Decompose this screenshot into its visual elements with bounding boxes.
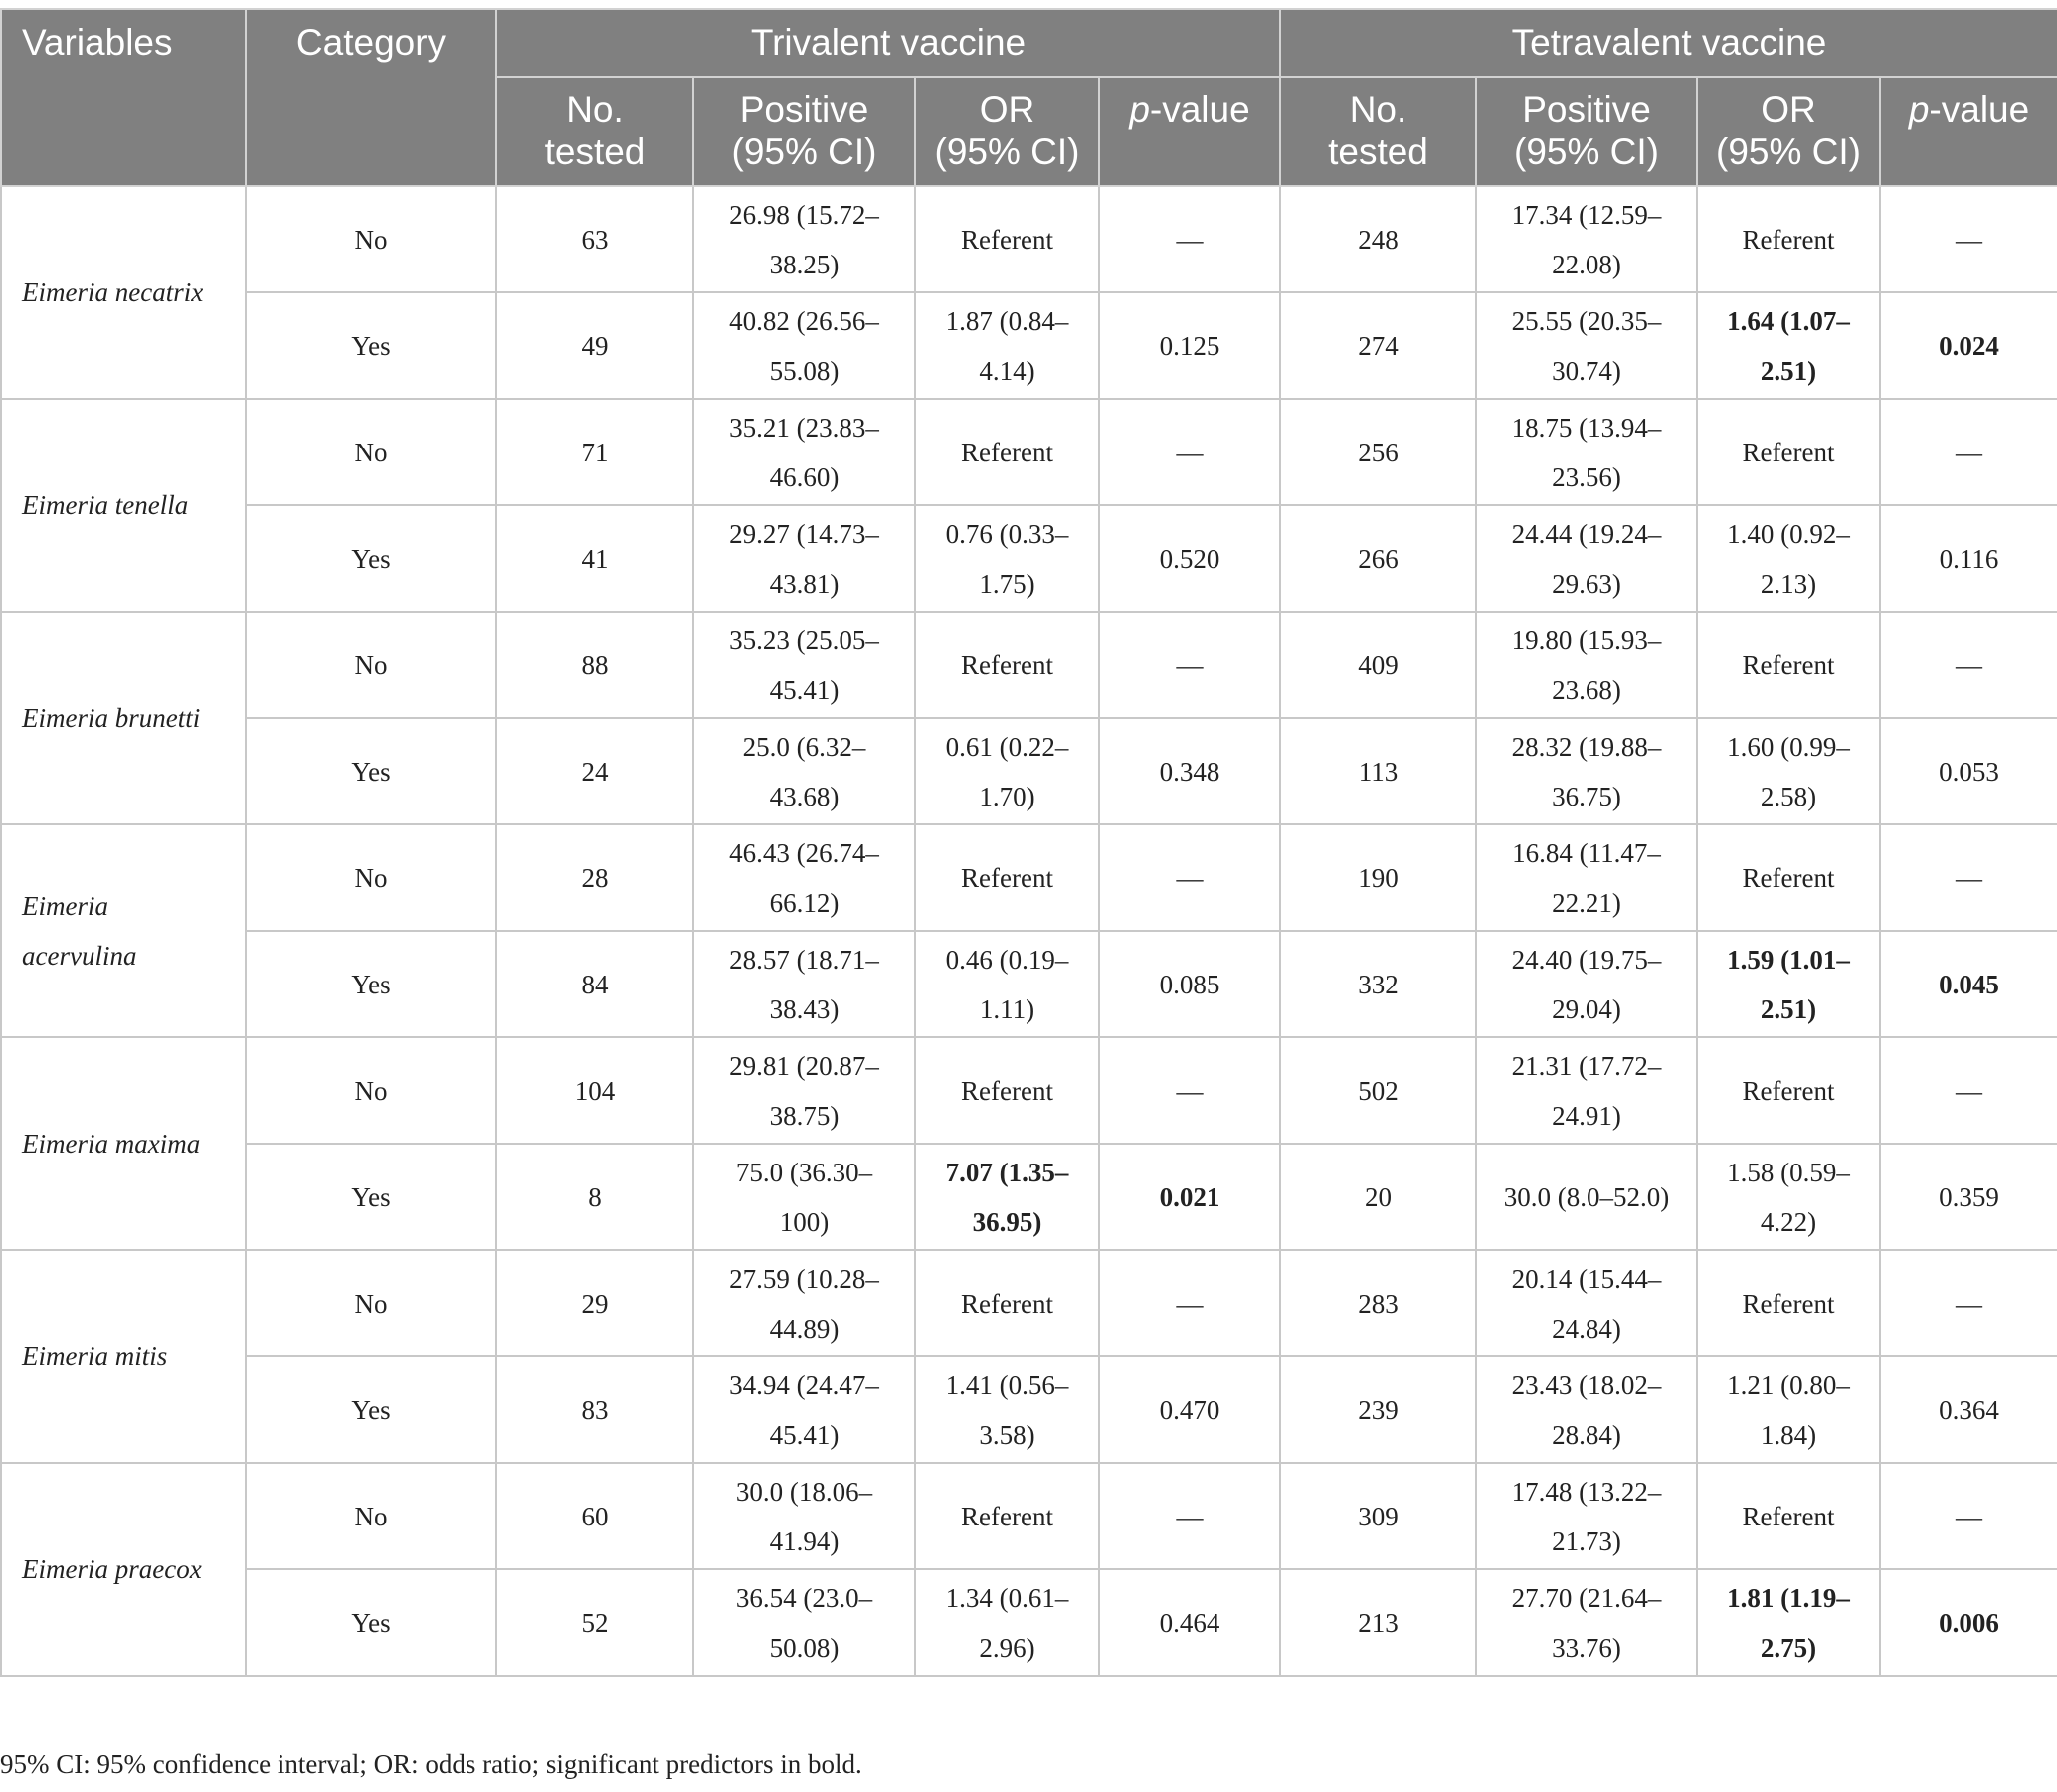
tetravalent-positive: 16.84 (11.47– 22.21)	[1476, 824, 1697, 931]
trivalent-or: Referent	[915, 1250, 1099, 1356]
trivalent-positive: 36.54 (23.0– 50.08)	[693, 1569, 915, 1676]
tetravalent-no-tested: 274	[1280, 292, 1476, 399]
table-row	[1, 931, 2057, 1037]
variable-name: Eimeria necatrix	[1, 186, 246, 399]
tetravalent-or: 1.59 (1.01– 2.51)	[1697, 931, 1880, 1037]
trivalent-p-value: 0.464	[1099, 1569, 1280, 1676]
trivalent-p-value: —	[1099, 824, 1280, 931]
table-row	[1, 186, 2057, 292]
tetravalent-no-tested: 256	[1280, 399, 1476, 505]
tetravalent-p-value: 0.024	[1880, 292, 2057, 399]
tetravalent-no-tested: 239	[1280, 1356, 1476, 1463]
trivalent-positive: 30.0 (18.06– 41.94)	[693, 1463, 915, 1569]
trivalent-or: 0.46 (0.19– 1.11)	[915, 931, 1099, 1037]
tetravalent-no-tested: 190	[1280, 824, 1476, 931]
category-cell: No	[246, 1250, 496, 1356]
tetravalent-or: Referent	[1697, 824, 1880, 931]
header-or: OR (95% CI)	[1697, 77, 1880, 186]
table-row	[1, 505, 2057, 612]
tetravalent-positive: 19.80 (15.93– 23.68)	[1476, 612, 1697, 718]
tetravalent-positive: 24.44 (19.24– 29.63)	[1476, 505, 1697, 612]
trivalent-no-tested: 41	[496, 505, 693, 612]
trivalent-p-value: —	[1099, 1037, 1280, 1144]
trivalent-or: 1.34 (0.61– 2.96)	[915, 1569, 1099, 1676]
header-no-tested: No. tested	[496, 77, 693, 186]
tetravalent-p-value: —	[1880, 824, 2057, 931]
tetravalent-positive: 17.34 (12.59– 22.08)	[1476, 186, 1697, 292]
header-category: Category	[246, 9, 496, 186]
results-table	[0, 8, 2057, 1677]
table-row	[1, 292, 2057, 399]
trivalent-or: 7.07 (1.35– 36.95)	[915, 1144, 1099, 1250]
tetravalent-p-value: 0.053	[1880, 718, 2057, 824]
trivalent-p-value: 0.520	[1099, 505, 1280, 612]
trivalent-positive: 46.43 (26.74– 66.12)	[693, 824, 915, 931]
trivalent-or: Referent	[915, 1037, 1099, 1144]
trivalent-no-tested: 24	[496, 718, 693, 824]
category-cell: No	[246, 399, 496, 505]
tetravalent-positive: 30.0 (8.0–52.0)	[1476, 1144, 1697, 1250]
tetravalent-or: Referent	[1697, 1463, 1880, 1569]
tetravalent-or: 1.60 (0.99– 2.58)	[1697, 718, 1880, 824]
header-trivalent-vaccine: Trivalent vaccine	[496, 9, 1280, 77]
table-row	[1, 1356, 2057, 1463]
tetravalent-or: Referent	[1697, 186, 1880, 292]
tetravalent-p-value: —	[1880, 399, 2057, 505]
trivalent-no-tested: 83	[496, 1356, 693, 1463]
category-cell: No	[246, 186, 496, 292]
header-positive: Positive (95% CI)	[1476, 77, 1697, 186]
header-p-value: p-value	[1099, 77, 1280, 186]
category-cell: Yes	[246, 1356, 496, 1463]
trivalent-no-tested: 29	[496, 1250, 693, 1356]
table-row	[1, 1250, 2057, 1356]
trivalent-positive: 27.59 (10.28– 44.89)	[693, 1250, 915, 1356]
tetravalent-positive: 21.31 (17.72– 24.91)	[1476, 1037, 1697, 1144]
trivalent-p-value: —	[1099, 1463, 1280, 1569]
table-body	[1, 186, 2057, 1676]
tetravalent-no-tested: 248	[1280, 186, 1476, 292]
tetravalent-no-tested: 20	[1280, 1144, 1476, 1250]
variable-name: Eimeria acervulina	[1, 824, 246, 1037]
trivalent-positive: 75.0 (36.30– 100)	[693, 1144, 915, 1250]
trivalent-or: 0.76 (0.33– 1.75)	[915, 505, 1099, 612]
trivalent-no-tested: 63	[496, 186, 693, 292]
tetravalent-positive: 20.14 (15.44– 24.84)	[1476, 1250, 1697, 1356]
tetravalent-or: Referent	[1697, 1037, 1880, 1144]
tetravalent-or: 1.81 (1.19– 2.75)	[1697, 1569, 1880, 1676]
trivalent-p-value: 0.125	[1099, 292, 1280, 399]
category-cell: Yes	[246, 505, 496, 612]
category-cell: Yes	[246, 931, 496, 1037]
trivalent-positive: 29.27 (14.73– 43.81)	[693, 505, 915, 612]
trivalent-positive: 35.21 (23.83– 46.60)	[693, 399, 915, 505]
tetravalent-no-tested: 113	[1280, 718, 1476, 824]
trivalent-or: Referent	[915, 612, 1099, 718]
tetravalent-positive: 23.43 (18.02– 28.84)	[1476, 1356, 1697, 1463]
tetravalent-no-tested: 502	[1280, 1037, 1476, 1144]
variable-name: Eimeria praecox	[1, 1463, 246, 1676]
trivalent-or: Referent	[915, 824, 1099, 931]
tetravalent-no-tested: 332	[1280, 931, 1476, 1037]
tetravalent-or: Referent	[1697, 612, 1880, 718]
trivalent-or: 0.61 (0.22– 1.70)	[915, 718, 1099, 824]
category-cell: Yes	[246, 718, 496, 824]
table-footnote: 95% CI: 95% confidence interval; OR: odds ratio; significant predictors in bold.	[0, 1749, 862, 1779]
tetravalent-positive: 28.32 (19.88– 36.75)	[1476, 718, 1697, 824]
trivalent-p-value: 0.348	[1099, 718, 1280, 824]
trivalent-p-value: —	[1099, 612, 1280, 718]
table-row	[1, 824, 2057, 931]
tetravalent-positive: 18.75 (13.94– 23.56)	[1476, 399, 1697, 505]
table-row	[1, 612, 2057, 718]
tetravalent-p-value: 0.006	[1880, 1569, 2057, 1676]
trivalent-p-value: 0.021	[1099, 1144, 1280, 1250]
table-row	[1, 718, 2057, 824]
header-tetravalent-vaccine: Tetravalent vaccine	[1280, 9, 2057, 77]
trivalent-or: 1.41 (0.56– 3.58)	[915, 1356, 1099, 1463]
tetravalent-no-tested: 213	[1280, 1569, 1476, 1676]
table-row	[1, 1569, 2057, 1676]
tetravalent-no-tested: 409	[1280, 612, 1476, 718]
category-cell: No	[246, 612, 496, 718]
trivalent-p-value: 0.085	[1099, 931, 1280, 1037]
header-no-tested: No. tested	[1280, 77, 1476, 186]
table-row	[1, 399, 2057, 505]
variable-name: Eimeria brunetti	[1, 612, 246, 824]
trivalent-positive: 35.23 (25.05– 45.41)	[693, 612, 915, 718]
tetravalent-no-tested: 283	[1280, 1250, 1476, 1356]
trivalent-no-tested: 52	[496, 1569, 693, 1676]
tetravalent-or: Referent	[1697, 1250, 1880, 1356]
category-cell: No	[246, 824, 496, 931]
tetravalent-p-value: —	[1880, 1250, 2057, 1356]
trivalent-or: Referent	[915, 186, 1099, 292]
tetravalent-p-value: —	[1880, 186, 2057, 292]
trivalent-no-tested: 28	[496, 824, 693, 931]
tetravalent-no-tested: 266	[1280, 505, 1476, 612]
tetravalent-positive: 27.70 (21.64– 33.76)	[1476, 1569, 1697, 1676]
category-cell: No	[246, 1463, 496, 1569]
trivalent-no-tested: 88	[496, 612, 693, 718]
table-row	[1, 1144, 2057, 1250]
tetravalent-p-value: 0.045	[1880, 931, 2057, 1037]
header-positive: Positive (95% CI)	[693, 77, 915, 186]
tetravalent-or: 1.21 (0.80– 1.84)	[1697, 1356, 1880, 1463]
trivalent-p-value: —	[1099, 186, 1280, 292]
table-header	[1, 9, 2057, 186]
tetravalent-positive: 17.48 (13.22– 21.73)	[1476, 1463, 1697, 1569]
variable-name: Eimeria mitis	[1, 1250, 246, 1463]
tetravalent-p-value: 0.116	[1880, 505, 2057, 612]
trivalent-no-tested: 71	[496, 399, 693, 505]
trivalent-or: Referent	[915, 399, 1099, 505]
header-or: OR (95% CI)	[915, 77, 1099, 186]
trivalent-no-tested: 84	[496, 931, 693, 1037]
tetravalent-positive: 24.40 (19.75– 29.04)	[1476, 931, 1697, 1037]
tetravalent-p-value: —	[1880, 1037, 2057, 1144]
trivalent-positive: 28.57 (18.71– 38.43)	[693, 931, 915, 1037]
trivalent-p-value: —	[1099, 399, 1280, 505]
tetravalent-or: 1.58 (0.59– 4.22)	[1697, 1144, 1880, 1250]
category-cell: No	[246, 1037, 496, 1144]
trivalent-no-tested: 49	[496, 292, 693, 399]
trivalent-no-tested: 104	[496, 1037, 693, 1144]
variable-name: Eimeria maxima	[1, 1037, 246, 1250]
trivalent-positive: 40.82 (26.56– 55.08)	[693, 292, 915, 399]
trivalent-no-tested: 8	[496, 1144, 693, 1250]
header-p-value: p-value	[1880, 77, 2057, 186]
tetravalent-no-tested: 309	[1280, 1463, 1476, 1569]
category-cell: Yes	[246, 1144, 496, 1250]
table-row	[1, 1463, 2057, 1569]
tetravalent-p-value: —	[1880, 612, 2057, 718]
trivalent-no-tested: 60	[496, 1463, 693, 1569]
tetravalent-p-value: —	[1880, 1463, 2057, 1569]
trivalent-positive: 26.98 (15.72– 38.25)	[693, 186, 915, 292]
trivalent-positive: 34.94 (24.47– 45.41)	[693, 1356, 915, 1463]
category-cell: Yes	[246, 1569, 496, 1676]
tetravalent-p-value: 0.364	[1880, 1356, 2057, 1463]
tetravalent-or: Referent	[1697, 399, 1880, 505]
variable-name: Eimeria tenella	[1, 399, 246, 612]
trivalent-or: 1.87 (0.84– 4.14)	[915, 292, 1099, 399]
header-variables: Variables	[1, 9, 246, 186]
table-row	[1, 1037, 2057, 1144]
trivalent-positive: 25.0 (6.32– 43.68)	[693, 718, 915, 824]
category-cell: Yes	[246, 292, 496, 399]
tetravalent-positive: 25.55 (20.35– 30.74)	[1476, 292, 1697, 399]
trivalent-positive: 29.81 (20.87– 38.75)	[693, 1037, 915, 1144]
trivalent-p-value: —	[1099, 1250, 1280, 1356]
trivalent-p-value: 0.470	[1099, 1356, 1280, 1463]
trivalent-or: Referent	[915, 1463, 1099, 1569]
tetravalent-p-value: 0.359	[1880, 1144, 2057, 1250]
tetravalent-or: 1.40 (0.92– 2.13)	[1697, 505, 1880, 612]
tetravalent-or: 1.64 (1.07– 2.51)	[1697, 292, 1880, 399]
